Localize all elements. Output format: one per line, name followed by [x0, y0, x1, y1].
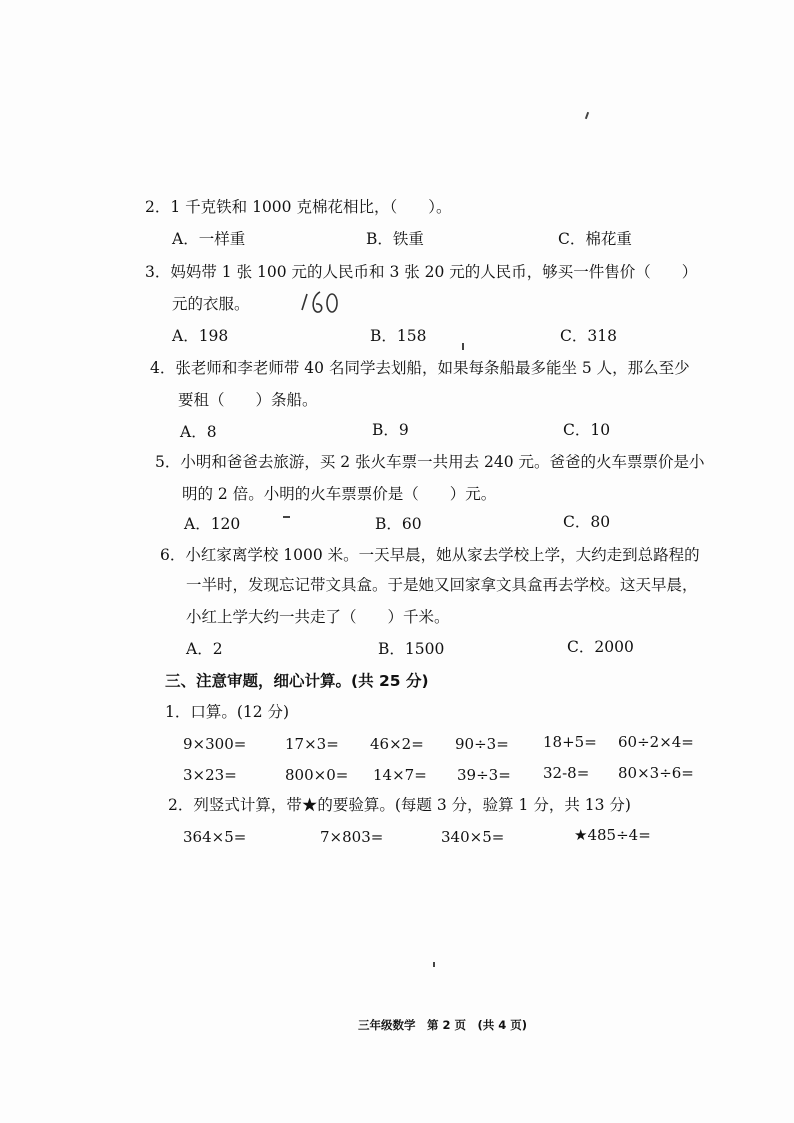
question-6-text-cont: 一半时，发现忘记带文具盒。于是她又回家拿文具盒再去学校。这天早晨， — [186, 576, 698, 594]
oral-item: 3×23= — [183, 766, 237, 784]
oral-item: 90÷3= — [455, 735, 509, 753]
oral-item: 32-8= — [543, 764, 590, 782]
question-6-text: 6．小红家离学校 1000 米。一天早晨，她从家去学校上学，大约走到总路程的 — [160, 546, 700, 564]
oral-item: 9×300= — [183, 735, 247, 753]
question-5-text: 5．小明和爸爸去旅游，买 2 张火车票一共用去 240 元。爸爸的火车票票价是小 — [155, 453, 705, 471]
q2-option-c: C．棉花重 — [558, 230, 632, 248]
question-4-text-cont: 要租（ ）条船。 — [178, 391, 318, 409]
q4-option-c: C．10 — [563, 421, 611, 439]
question-6-text-cont2: 小红上学大约一共走了（ ）千米。 — [186, 608, 450, 626]
oral-item: 46×2= — [370, 735, 424, 753]
q3-option-b: B．158 — [370, 327, 427, 345]
q6-option-c: C．2000 — [567, 638, 634, 656]
question-5-text-cont: 明的 2 倍。小明的火车票票价是（ ）元。 — [182, 485, 497, 503]
scan-speck — [283, 516, 290, 518]
oral-item: 14×7= — [373, 766, 427, 784]
oral-calc-title: 1．口算。(12 分) — [165, 703, 290, 721]
q2-option-b: B．铁重 — [366, 230, 424, 248]
oral-item: 17×3= — [285, 735, 339, 753]
oral-item: 800×0= — [285, 766, 349, 784]
handwritten-answer — [298, 288, 344, 318]
q4-option-a: A．8 — [180, 423, 217, 441]
question-4-text: 4．张老师和李老师带 40 名同学去划船，如果每条船最多能坐 5 人，那么至少 — [150, 359, 690, 377]
q4-option-b: B．9 — [372, 421, 409, 439]
vertical-calc-title: 2．列竖式计算，带★的要验算。(每题 3 分，验算 1 分，共 13 分) — [168, 796, 631, 814]
q6-option-b: B．1500 — [378, 640, 445, 658]
oral-item: 80×3÷6= — [618, 764, 694, 782]
q3-option-c: C．318 — [560, 327, 617, 345]
question-3-text-cont: 元的衣服。 — [172, 295, 250, 313]
section-3-title: 三、注意审题，细心计算。(共 25 分) — [165, 672, 429, 690]
oral-item: 18+5= — [543, 733, 597, 751]
q5-option-a: A．120 — [184, 515, 241, 533]
scan-speck — [462, 343, 464, 350]
scan-speck — [433, 962, 435, 967]
vertical-item: 340×5= — [441, 828, 505, 846]
oral-item: 60÷2×4= — [618, 733, 694, 751]
oral-item: 39÷3= — [457, 766, 511, 784]
q2-option-a: A．一样重 — [172, 230, 246, 248]
scan-speck — [585, 112, 589, 119]
question-3-text: 3．妈妈带 1 张 100 元的人民币和 3 张 20 元的人民币，够买一件售价（ ） — [145, 263, 698, 281]
vertical-item: ★485÷4= — [574, 826, 651, 844]
q6-option-a: A．2 — [186, 640, 223, 658]
vertical-item: 364×5= — [183, 828, 247, 846]
question-2-text: 2．1 千克铁和 1000 克棉花相比，（ ）。 — [145, 198, 452, 216]
q5-option-c: C．80 — [563, 513, 611, 531]
vertical-item: 7×803= — [320, 828, 384, 846]
q3-option-a: A．198 — [172, 327, 229, 345]
page-footer: 三年级数学 第 2 页 (共 4 页) — [358, 1018, 528, 1032]
q5-option-b: B．60 — [375, 515, 422, 533]
